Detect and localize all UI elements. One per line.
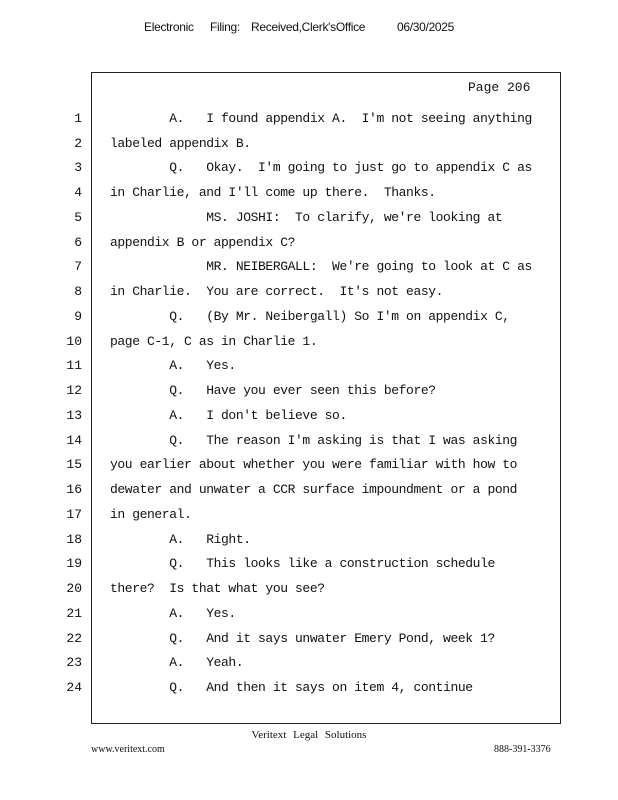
transcript-line: A. Right. [110, 532, 251, 547]
line-number: 3 [74, 160, 82, 175]
page-number: Page 206 [468, 80, 531, 95]
line-number: 5 [74, 210, 82, 225]
filing-header-filing: Filing: [210, 20, 240, 34]
line-number: 1 [74, 111, 82, 126]
line-number: 2 [74, 136, 82, 151]
footer-website: www.veritext.com [91, 744, 165, 755]
transcript-line: MS. JOSHI: To clarify, we're looking at [110, 210, 503, 225]
transcript-line: A. Yes. [110, 358, 236, 373]
line-number: 18 [66, 532, 82, 547]
line-number: 21 [66, 606, 82, 621]
transcript-line: you earlier about whether you were familiar with how to [110, 457, 518, 472]
transcript-line: Q. And it says unwater Emery Pond, week 1? [110, 631, 495, 646]
line-number: 13 [66, 408, 82, 423]
line-number: 8 [74, 284, 82, 299]
line-number: 12 [66, 383, 82, 398]
line-number: 7 [74, 259, 82, 274]
line-number: 9 [74, 309, 82, 324]
transcript-line: labeled appendix B. [110, 136, 251, 151]
transcript-line: Q. (By Mr. Neibergall) So I'm on appendix C, [110, 309, 510, 324]
line-number: 19 [66, 556, 82, 571]
line-number: 17 [66, 507, 82, 522]
footer-company: Veritext Legal Solutions [251, 729, 367, 741]
transcript-line: Q. This looks like a construction schedule [110, 556, 495, 571]
transcript-line: dewater and unwater a CCR surface impoundment or a pond [110, 482, 518, 497]
filing-header-date: 06/30/2025 [397, 20, 455, 34]
line-number: 22 [66, 631, 82, 646]
line-number: 10 [66, 334, 82, 349]
transcript-line: page C-1, C as in Charlie 1. [110, 334, 318, 349]
transcript-line: Q. Have you ever seen this before? [110, 383, 436, 398]
line-number: 24 [66, 680, 82, 695]
line-number: 23 [66, 655, 82, 670]
transcript-line: A. Yes. [110, 606, 236, 621]
line-number: 15 [66, 457, 82, 472]
transcript-line: there? Is that what you see? [110, 581, 325, 596]
filing-header-electronic: Electronic [144, 20, 194, 34]
transcript-line: Q. Okay. I'm going to just go to appendix C as [110, 160, 532, 175]
transcript-line: MR. NEIBERGALL: We're going to look at C as [110, 259, 532, 274]
footer-phone: 888-391-3376 [494, 744, 551, 755]
transcript-line: A. Yeah. [110, 655, 244, 670]
line-number: 16 [66, 482, 82, 497]
line-number: 14 [66, 433, 82, 448]
transcript-line: in general. [110, 507, 192, 522]
transcript-line: in Charlie, and I'll come up there. Thanks. [110, 185, 436, 200]
line-number: 11 [66, 358, 82, 373]
line-number: 20 [66, 581, 82, 596]
transcript-line: in Charlie. You are correct. It's not easy. [110, 284, 444, 299]
filing-header-received: Received,Clerk'sOffice [251, 20, 366, 34]
transcript-line: A. I don't believe so. [110, 408, 347, 423]
transcript-line: Q. And then it says on item 4, continue [110, 680, 473, 695]
transcript-line: appendix B or appendix C? [110, 235, 296, 250]
transcript-line: Q. The reason I'm asking is that I was asking [110, 433, 518, 448]
line-number: 6 [74, 235, 82, 250]
line-number: 4 [74, 185, 82, 200]
transcript-line: A. I found appendix A. I'm not seeing anything [110, 111, 532, 126]
filing-header [0, 20, 618, 38]
